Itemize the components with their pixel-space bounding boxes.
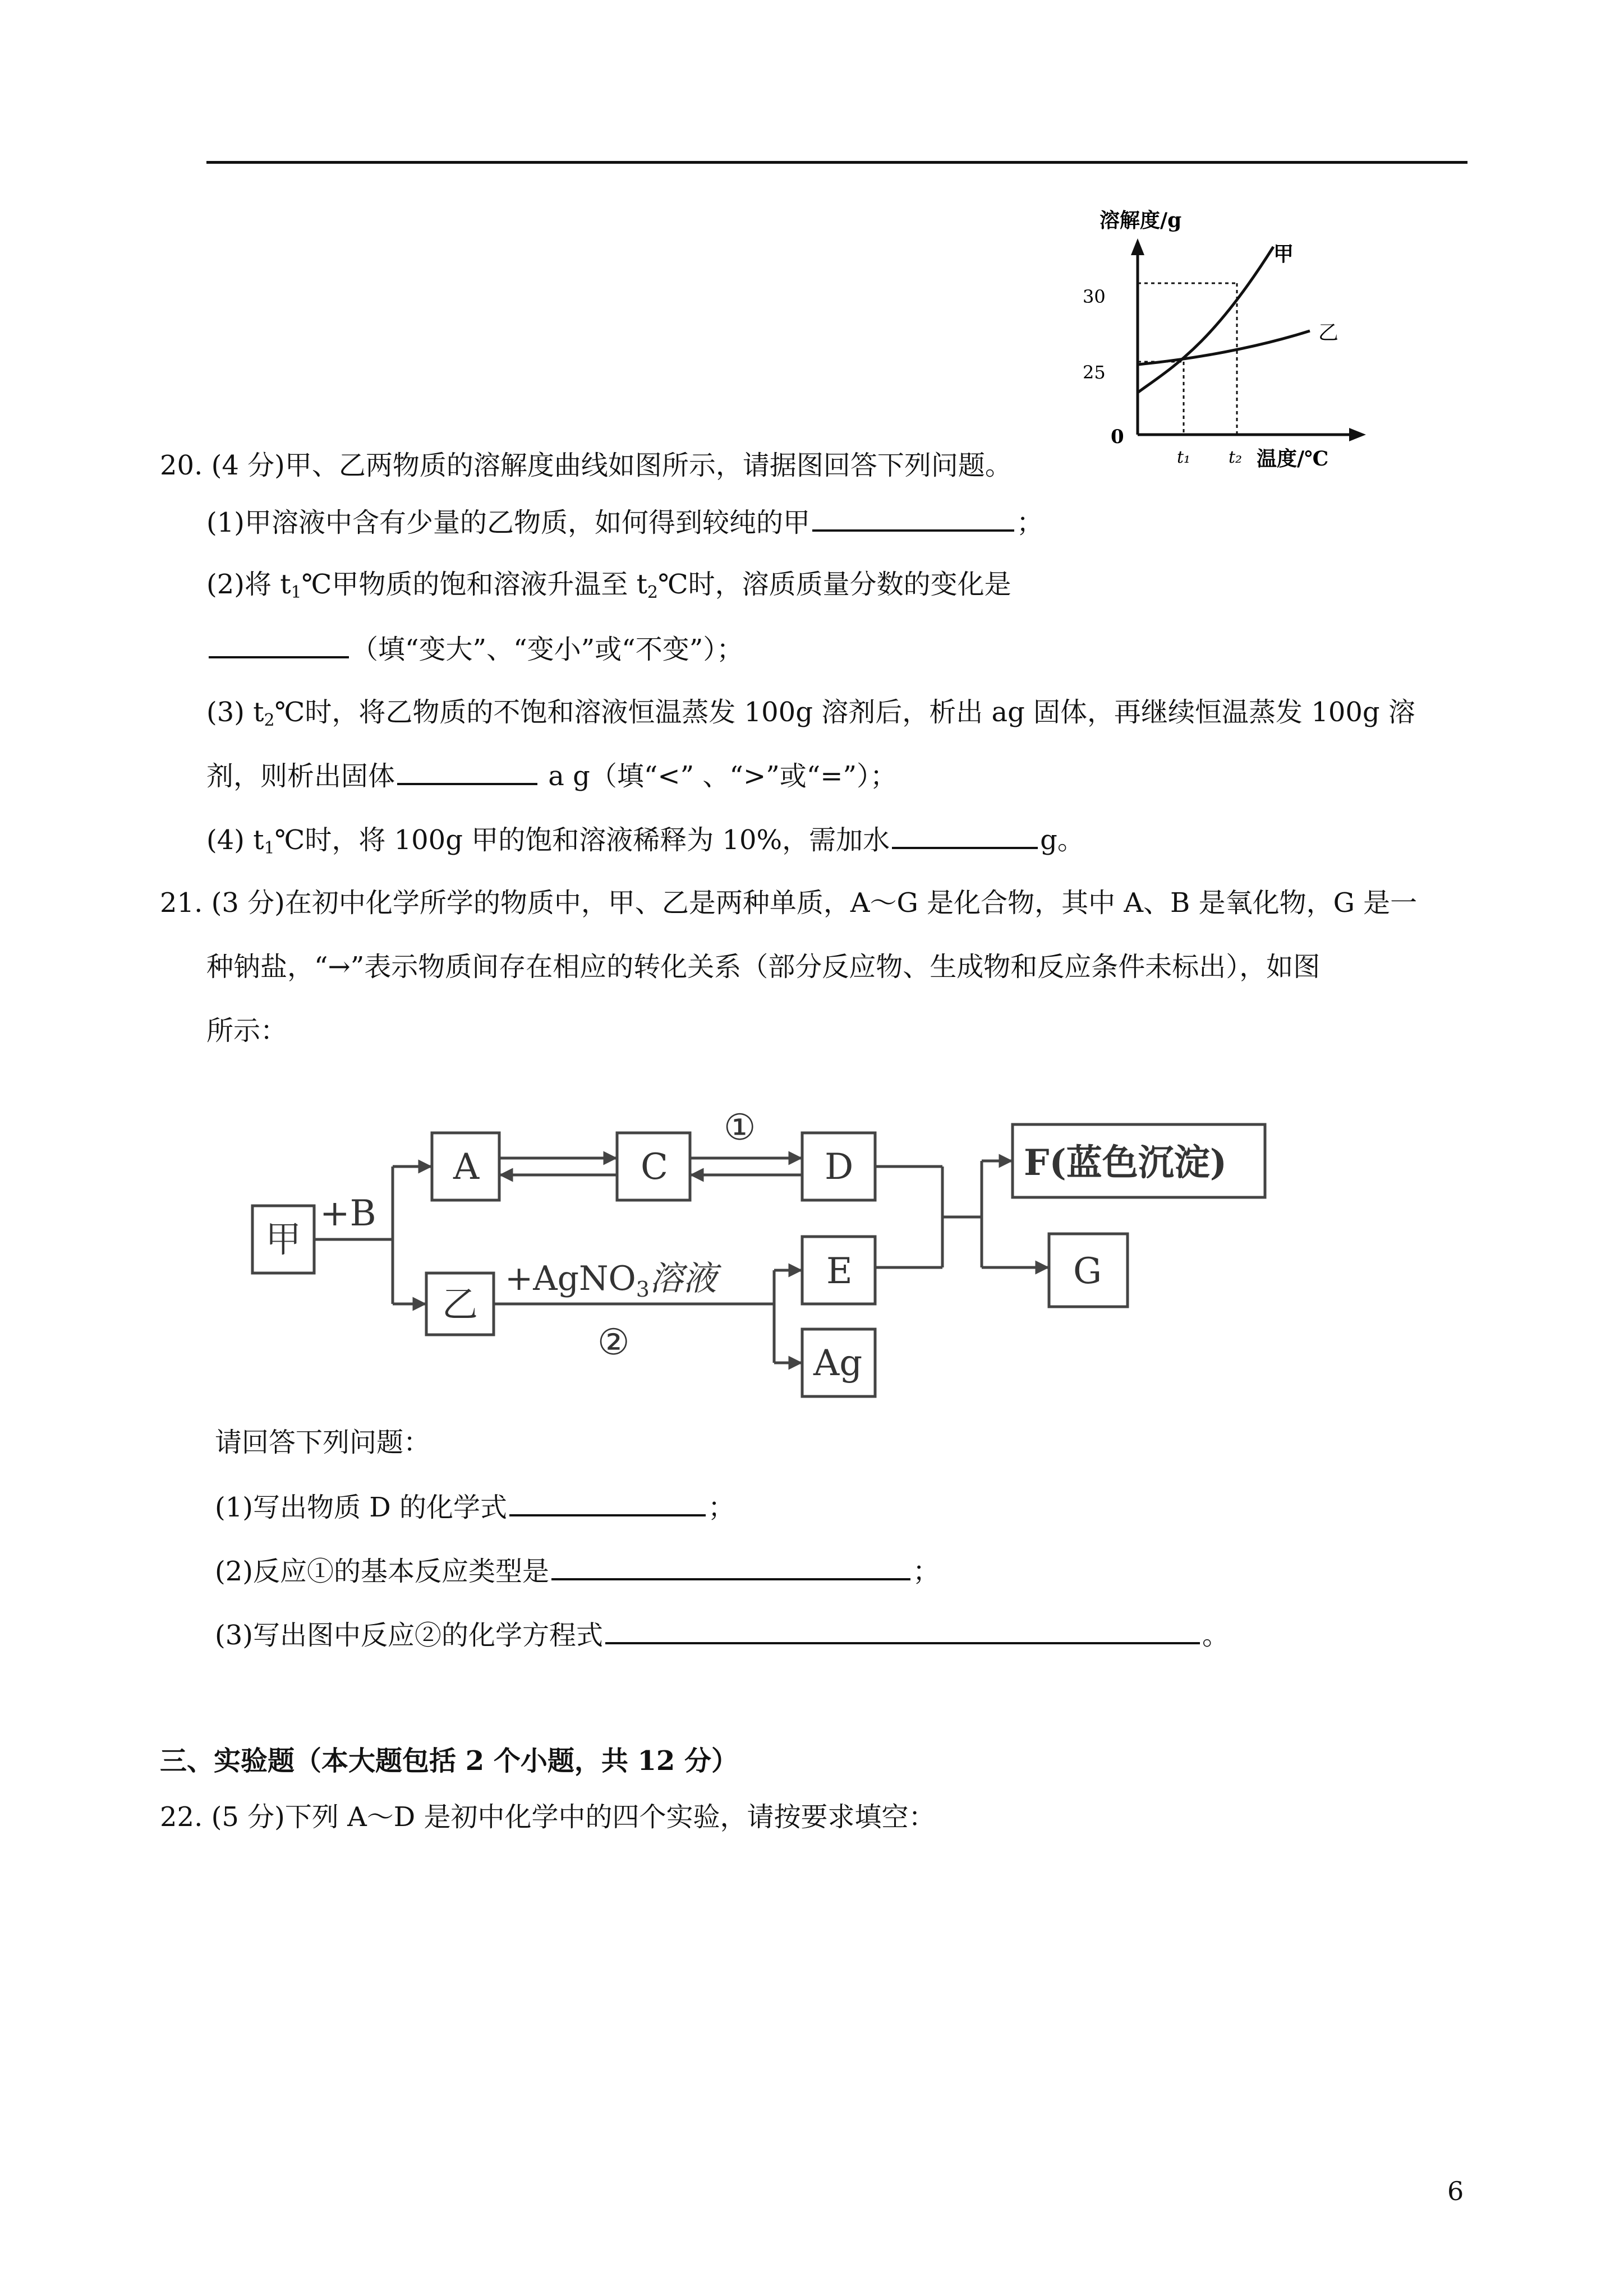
box-C-label: C	[641, 1146, 668, 1188]
q20-part4-b: ℃时，将 100g 甲的饱和溶液稀释为 10%，需加水	[274, 824, 890, 856]
chart-y-tick-25: 25	[1083, 362, 1106, 383]
q21-answer2-text: (2)反应①的基本反应类型是	[215, 1556, 549, 1587]
chart-curve-jia	[1138, 247, 1273, 393]
page-number: 6	[1447, 2176, 1464, 2206]
q20-part3-options: a g（填“<” 、“>”或“=”）；	[540, 760, 898, 792]
q20-part3-a: (3) t	[206, 697, 264, 728]
q21-answer1-text: (1)写出物质 D 的化学式	[215, 1492, 507, 1523]
q20-part2	[206, 568, 1011, 610]
box-jia-label: 甲	[265, 1219, 301, 1261]
box-A-label: A	[453, 1146, 480, 1188]
section3-title: 三、实验题（本大题包括 2 个小题，共 12 分）	[160, 1745, 739, 1777]
q20-part2-options: （填“变大”、“变小”或“不变”）；	[351, 634, 744, 665]
q21-answer3-blank[interactable]	[605, 1617, 1200, 1644]
q21-answer2	[215, 1553, 940, 1588]
q20-part4-sub: 1	[264, 838, 275, 858]
q20-part2-line2	[206, 631, 743, 666]
label-plus-agno3	[505, 1259, 722, 1302]
box-yi-label: 乙	[442, 1284, 478, 1326]
q20-part3-line2	[206, 758, 897, 793]
solubility-chart	[1066, 199, 1380, 480]
q21-line3: 所示：	[206, 1015, 288, 1046]
label-plus-B: +B	[320, 1193, 376, 1234]
chart-curve-label-jia: 甲	[1273, 242, 1294, 266]
box-D-label: D	[825, 1146, 854, 1188]
q20-part2-b: ℃甲物质的饱和溶液升温至 t	[301, 569, 647, 600]
chart-y-axis-label: 溶解度/g	[1099, 209, 1182, 232]
q20-part2-a: (2)将 t	[206, 569, 291, 600]
q20-part1	[206, 505, 1043, 540]
box-G-label: G	[1073, 1251, 1102, 1292]
q20-part4-end: g。	[1040, 824, 1084, 856]
q20-part3-sub: 2	[264, 711, 275, 730]
q21-line2: 种钠盐，“→”表示物质间存在相应的转化关系（部分反应物、生成物和反应条件未标出），如图	[206, 951, 1321, 983]
q20-part3-b: ℃时，将乙物质的不饱和溶液恒温蒸发 100g 溶剂后，析出 ag 固体，再继续恒温蒸发 100g 溶	[274, 697, 1415, 728]
label-reaction-2: ②	[597, 1322, 630, 1363]
chart-y-axis-arrow	[1131, 238, 1144, 255]
q20-part1-text: (1)甲溶液中含有少量的乙物质，如何得到较纯的甲	[206, 507, 810, 538]
chart-x-tick-t2: t₂	[1229, 448, 1243, 467]
q20-part4-a: (4) t	[206, 824, 264, 856]
chart-x-tick-t1: t₁	[1177, 448, 1191, 467]
label-agno3-main: +AgNO	[505, 1259, 636, 1298]
q22-stem: 22. (5 分)下列 A～D 是初中化学中的四个实验，请按要求填空：	[160, 1801, 936, 1833]
q20-part4	[206, 822, 1084, 865]
box-F-label: F(蓝色沉淀)	[1024, 1142, 1227, 1184]
q21-answer2-end: ；	[913, 1556, 940, 1587]
q21-answer1	[215, 1490, 735, 1524]
transformation-diagram	[241, 1099, 1341, 1402]
q21-answer3	[215, 1617, 1229, 1652]
q20-part4-blank[interactable]	[892, 822, 1038, 849]
q20-part2-sub2: 2	[647, 583, 658, 602]
chart-y-tick-30: 30	[1083, 286, 1106, 307]
box-E-label: E	[826, 1251, 853, 1292]
label-agno3-tail: 溶液	[649, 1259, 717, 1298]
q20-stem: 20. (4 分)甲、乙两物质的溶解度曲线如图所示，请据图回答下列问题。	[160, 450, 1012, 481]
q21-ask: 请回答下列问题：	[215, 1427, 431, 1458]
chart-origin-label: 0	[1111, 426, 1124, 448]
header-rule	[206, 161, 1467, 164]
q20-part2-blank[interactable]	[209, 631, 349, 658]
label-reaction-1: ①	[724, 1107, 756, 1149]
q20-part1-blank[interactable]	[812, 505, 1014, 532]
q20-part3-blank[interactable]	[397, 758, 537, 785]
q21-answer3-end: 。	[1202, 1620, 1230, 1651]
q21-line1: 21. (3 分)在初中化学所学的物质中，甲、乙是两种单质，A～G 是化合物，其中 A、B 是氧化物，G 是一	[160, 887, 1418, 919]
q20-part2-c: ℃时，溶质质量分数的变化是	[657, 569, 1011, 600]
q20-part1-end: ；	[1016, 507, 1044, 538]
label-agno3-sub: 3	[636, 1277, 650, 1302]
chart-curve-yi	[1138, 331, 1310, 365]
q20-part3	[206, 695, 1415, 737]
chart-x-axis-arrow	[1349, 428, 1366, 441]
chart-x-axis-label: 温度/℃	[1257, 447, 1329, 471]
q21-answer3-text: (3)写出图中反应②的化学方程式	[215, 1620, 603, 1651]
q21-answer2-blank[interactable]	[551, 1553, 910, 1580]
q20-part3-line2-text: 剂，则析出固体	[206, 760, 395, 792]
box-Ag-label: Ag	[813, 1343, 863, 1384]
q20-part2-sub1: 1	[291, 583, 302, 602]
q21-answer1-end: ；	[708, 1492, 735, 1523]
q21-answer1-blank[interactable]	[509, 1490, 706, 1516]
chart-curve-label-yi: 乙	[1318, 321, 1339, 344]
